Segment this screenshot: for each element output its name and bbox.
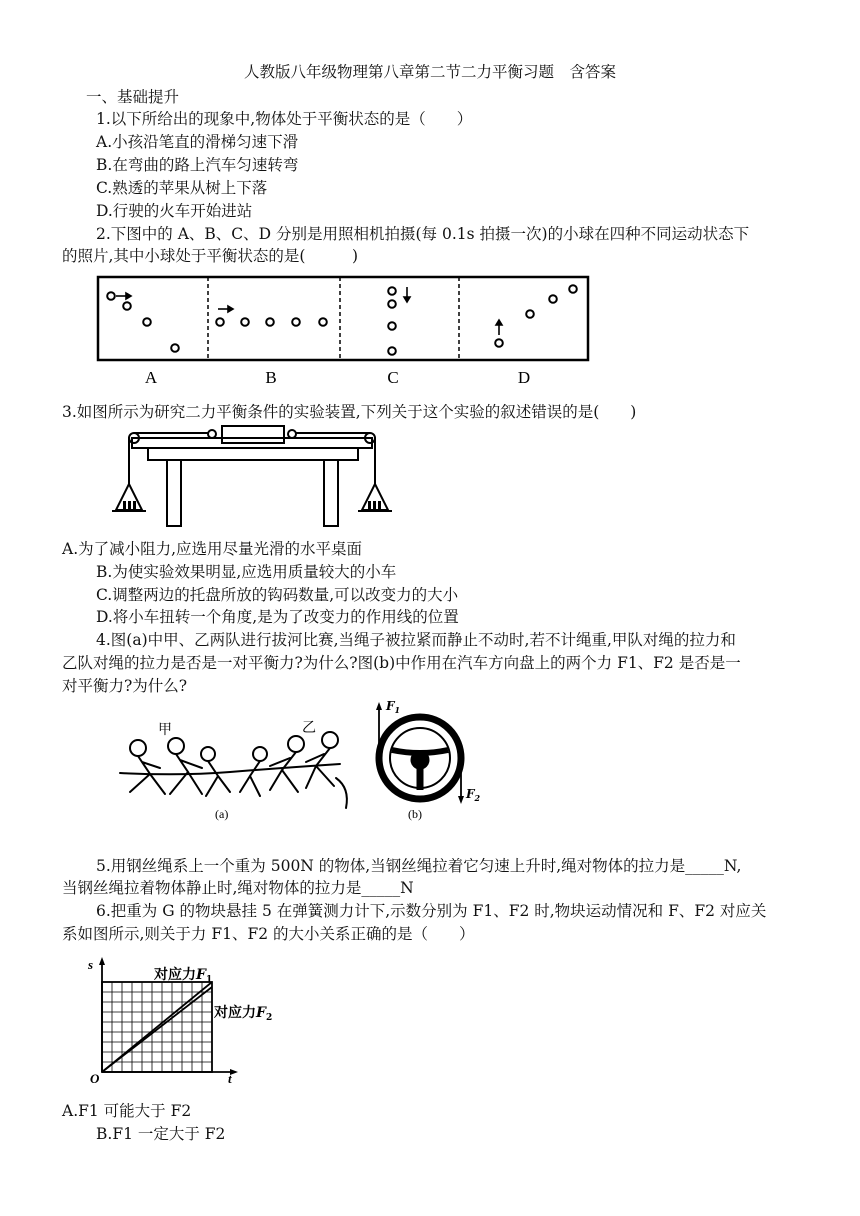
q4-team-yi-label: 乙 [302,720,316,736]
q6-f2-label: 对应力$F_2$ [214,1005,273,1023]
q3-option-d: D.将小车扭转一个角度,是为了改变力的作用线的位置 [96,608,459,626]
q6-option-b: B.F1 一定大于 F2 [96,1125,226,1143]
q5-line1: 5.用钢丝绳系上一个重为 500N 的物体,当钢丝绳拉着它匀速上升时,绳对物体的拉力是_____N, [96,857,742,875]
q1-stem: 1.以下所给出的现象中,物体处于平衡状态的是（ ） [96,110,473,128]
q4-line3: 对平衡力?为什么? [62,677,188,695]
q1-option-d: D.行驶的火车开始进站 [96,202,253,220]
q4-tug-of-war-figure [110,718,360,823]
q3-option-b: B.为使实验效果明显,应选用质量较大的小车 [96,563,397,581]
q4-caption-a: (a) [215,807,229,821]
q2-label-b: B [265,368,277,387]
q2-label-d: D [517,368,531,387]
q6-y-axis-label: s [88,957,94,972]
q2-label-c: C [387,368,399,387]
q1-option-a: A.小孩沿笔直的滑梯匀速下滑 [96,133,299,151]
q2-label-a: A [144,368,158,387]
q6-f1-label: 对应力$F_1$ [154,967,213,985]
q2-motion-photo-figure [96,275,591,390]
q4-team-jia-label: 甲 [158,722,172,738]
q2-stem-line1: 2.下图中的 A、B、C、D 分别是用照相机拍摄(每 0.1s 拍摄一次)的小球在四种不同运动状态下 [96,225,750,243]
q6-st-graph [86,955,286,1085]
page-title: 人教版八年级物理第八章第二节二力平衡习题 含答案 [243,63,616,81]
q1-option-c: C.熟透的苹果从树上下落 [96,179,268,197]
q4-line2: 乙队对绳的拉力是否是一对平衡力?为什么?图(b)中作用在汽车方向盘上的两个力 F1、F2 是否是一 [62,654,741,672]
q3-stem: 3.如图所示为研究二力平衡条件的实验装置,下列关于这个实验的叙述错误的是( ) [62,403,637,421]
q6-origin-label: O [90,1071,100,1086]
q3-apparatus-figure [112,424,402,529]
q1-option-b: B.在弯曲的路上汽车匀速转弯 [96,156,299,174]
q4-f2-label: $F_2$ [466,787,481,803]
q4-f1-label: $F_1$ [386,699,401,715]
q6-option-a: A.F1 可能大于 F2 [62,1102,192,1120]
section-heading: 一、基础提升 [86,88,180,106]
q6-x-axis-label: t [228,1071,232,1086]
q2-stem-line2: 的照片,其中小球处于平衡状态的是( ) [62,247,359,265]
q3-option-a: A.为了减小阻力,应选用尽量光滑的水平桌面 [62,540,363,558]
q6-line1: 6.把重为 G 的物块悬挂 5 在弹簧测力计下,示数分别为 F1、F2 时,物块运动情况和 F、F2 对应关 [96,902,767,920]
q3-option-c: C.调整两边的托盘所放的钩码数量,可以改变力的大小 [96,586,459,604]
q6-line2: 系如图所示,则关于力 F1、F2 的大小关系正确的是（ ） [62,925,475,943]
q4-caption-b: (b) [408,807,422,821]
q4-steering-wheel-figure [374,698,484,823]
q4-line1: 4.图(a)中甲、乙两队进行拔河比赛,当绳子被拉紧而静止不动时,若不计绳重,甲队对绳的拉力和 [96,631,736,649]
q5-line2: 当钢丝绳拉着物体静止时,绳对物体的拉力是_____N [62,879,414,897]
